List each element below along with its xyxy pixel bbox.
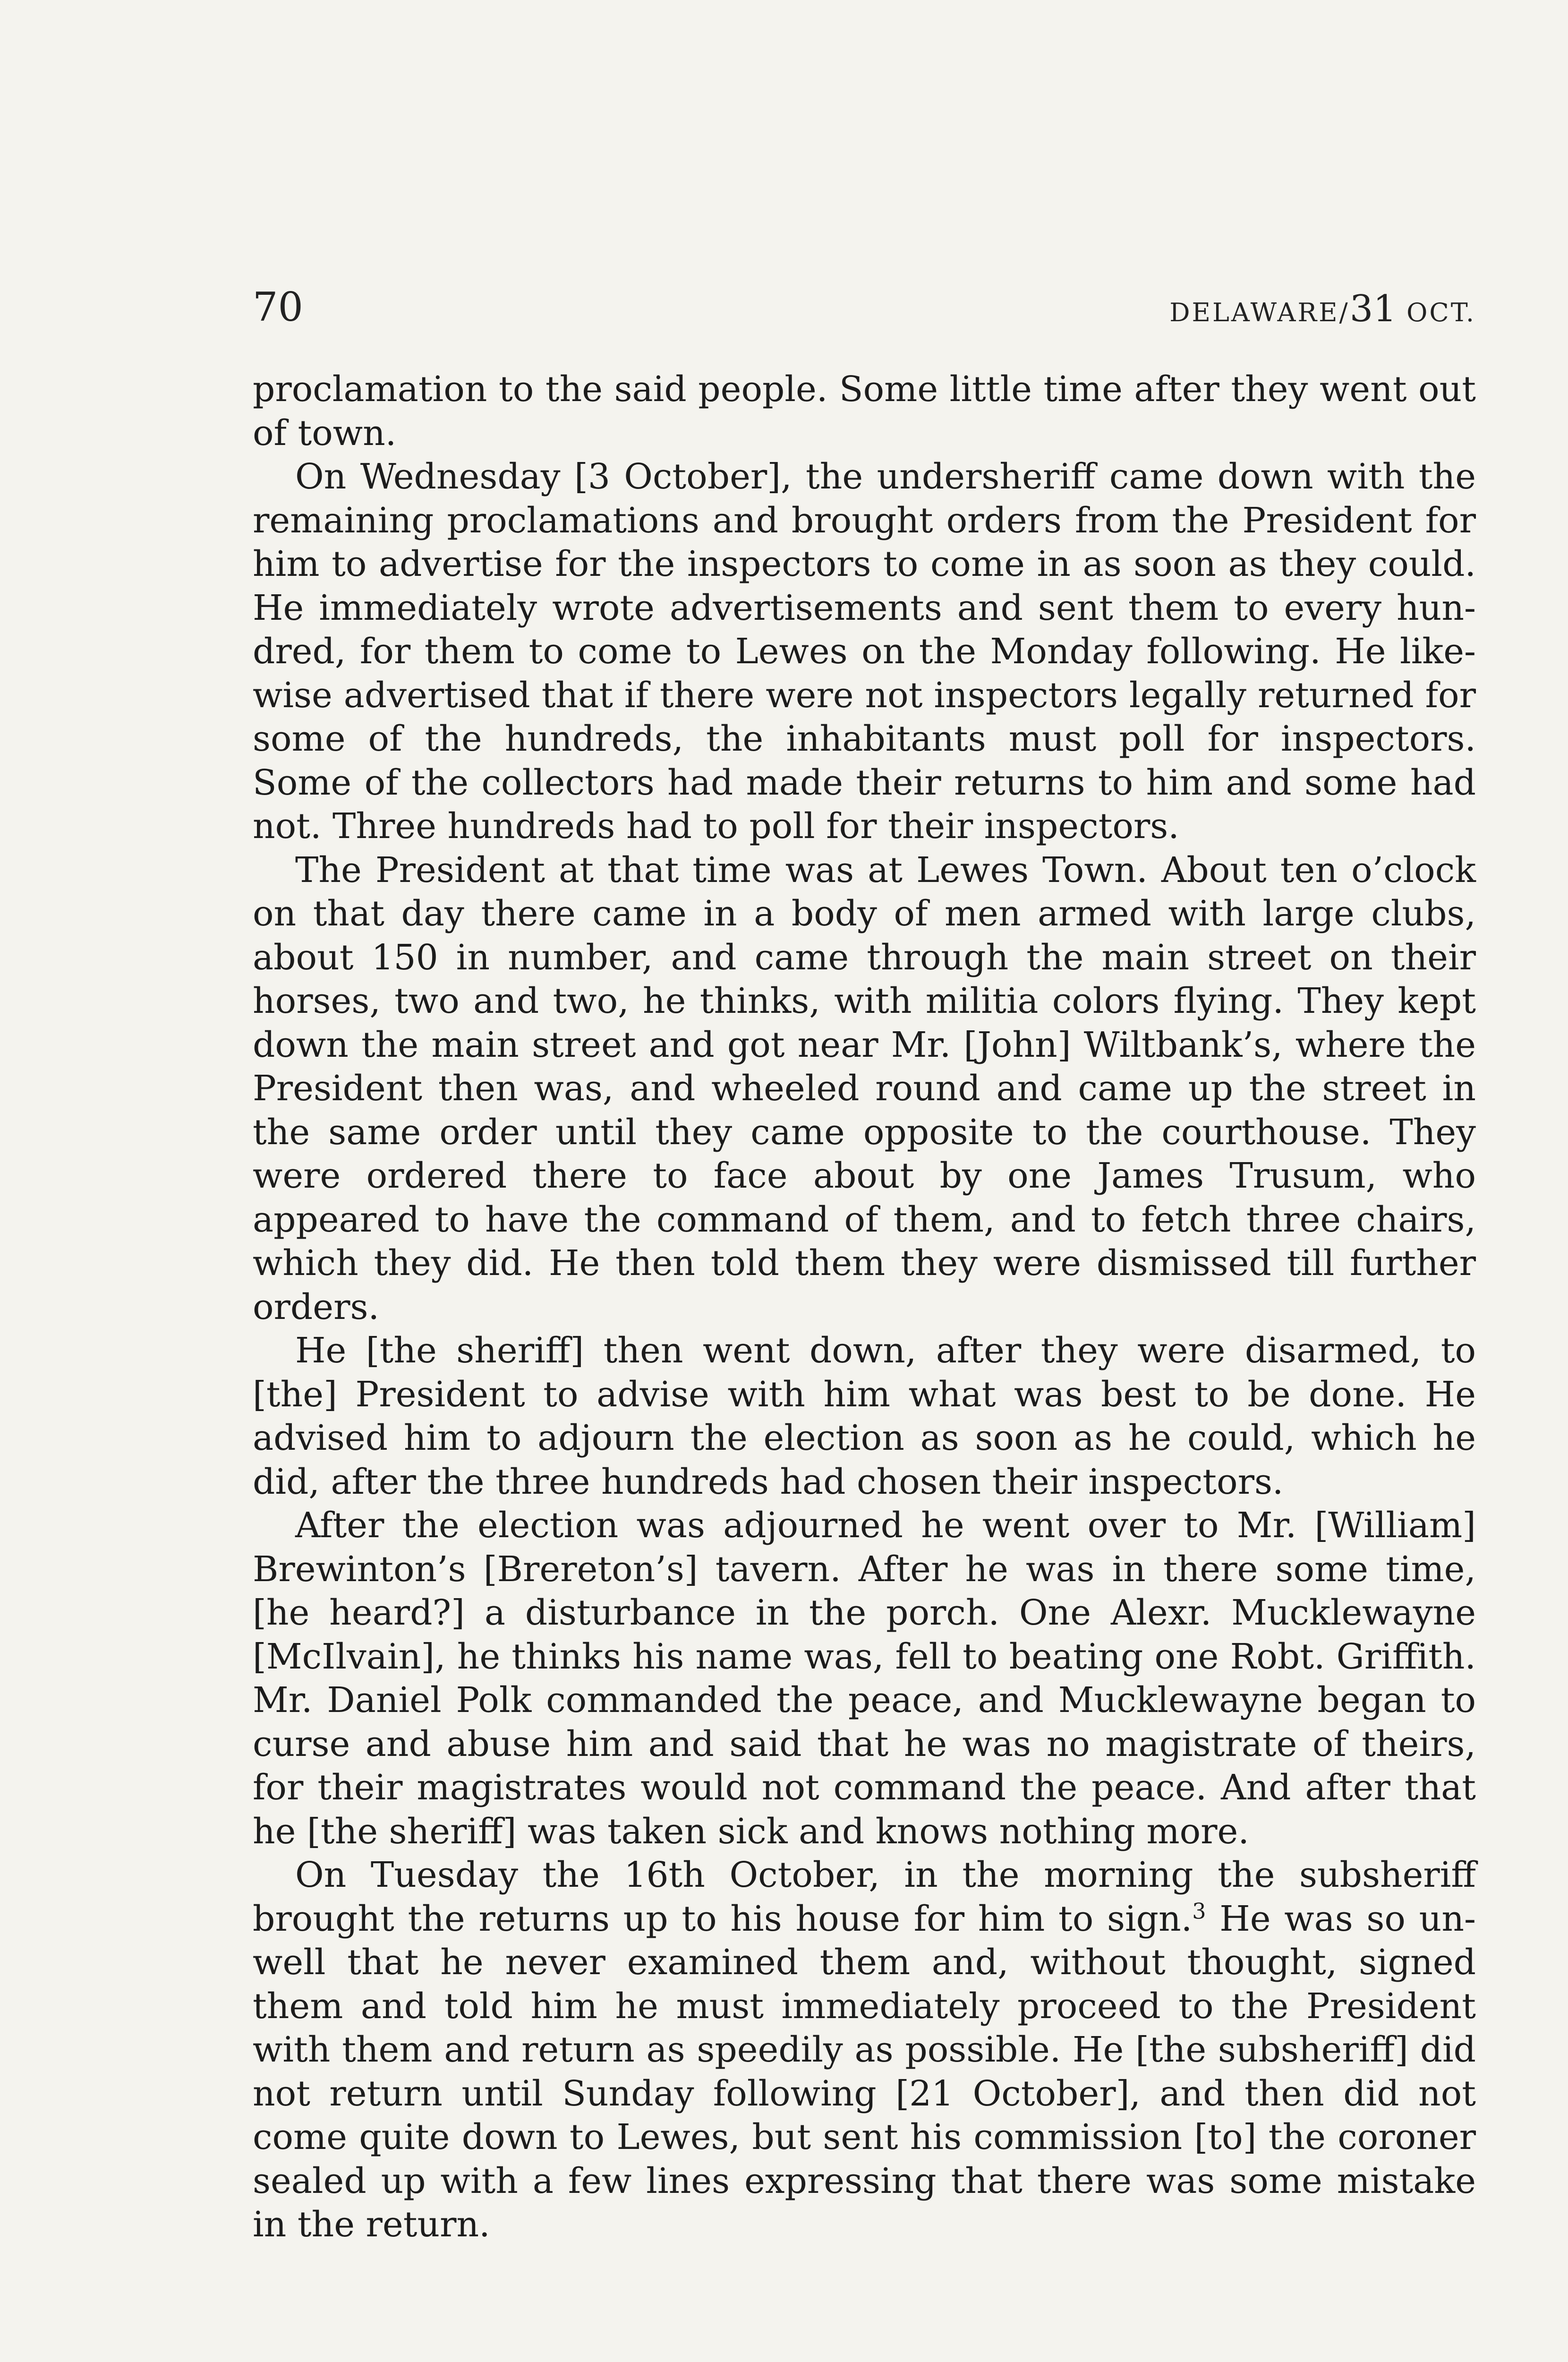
paragraph-armed-men: The President at that time was at Lewes Town. About ten o’clock on that day there came in a body of men armed with large clubs, about 150 in number, and came through the main street on their horses, two and two, he thinks, with militia colors flying. They kept down the main street and got near Mr. [John] Wiltbank’s, where the President then was, and wheeled round and came up the street in the same order until they came opposite to the courthouse. They were ordered there to face about by one James Trusum, who appeared to have the command of them, and to fetch three chairs, which they did. He then told them they were dismissed till further orders.: [253, 849, 1476, 1327]
returns-text-before-note: On Tuesday the 16th October, in the morning the subsheriff brought the returns up to his house for him to sign.: [253, 1855, 1476, 1939]
footnote-marker: 3: [1192, 1898, 1206, 1924]
page-number: 70: [253, 284, 303, 330]
paragraph-sheriff-advice: He [the sheriff] then went down, after they were disarmed, to [the] President to advise with him what was best to be done. He advised him to adjourn the election as soon as he could, which he did, after the three hundreds had chosen their inspectors.: [253, 1330, 1476, 1502]
section-heading: [1169, 288, 1476, 334]
section-heading-prefix: DELAWARE/: [1169, 298, 1350, 327]
running-head: [253, 281, 1476, 338]
paragraph-returns: [253, 1853, 1476, 2247]
paragraph-undersheriff: On Wednesday [3 October], the undersheriff came down with the remaining proclamations and brought orders from the President for him to advertise for the inspectors to come in as soon as they could. He immediately wrote advertisements and sent them to every hun-dred, for them to come to Lewes on the Monday following. He like-wise advertised that if there were not inspectors legally returned for some of the hundreds, the inhabitants must poll for inspectors. Some of the collectors had made their returns to him and some had not. Three hundreds had to poll for their inspectors.: [253, 456, 1476, 847]
body-text: [253, 368, 1476, 2247]
paragraph-tavern-disturbance: After the election was adjourned he went over to Mr. [William] Brewinton’s [Brereton’s] tavern. After he was in there some time, [he heard?] a disturbance in the porch. One Alexr. Mucklewayne [McIlvain], he thinks his name was, fell to beating one Robt. Griffith. Mr. Daniel Polk commanded the peace, and Mucklewayne began to curse and abuse him and said that he was no magistrate of theirs, for their magistrates would not command the peace. And after that he [the sheriff] was taken sick and knows nothing more.: [253, 1505, 1476, 1852]
paragraph-continued: proclamation to the said people. Some little time after they went out of town.: [253, 369, 1476, 454]
section-heading-date-number: 31: [1349, 288, 1397, 330]
returns-text-after-note: He was so un-well that he never examined them and, without thought, signed them and told him he must immediately proceed to the President with them and return as speedily as possible. He [the subsheriff] did not return until Sunday following [21 October], and then did not come quite down to Lewes, but sent his commission [to] the coroner sealed up with a few lines expressing that there was some mistake in the return.: [253, 1898, 1476, 2245]
section-heading-month: OCT.: [1406, 298, 1476, 327]
